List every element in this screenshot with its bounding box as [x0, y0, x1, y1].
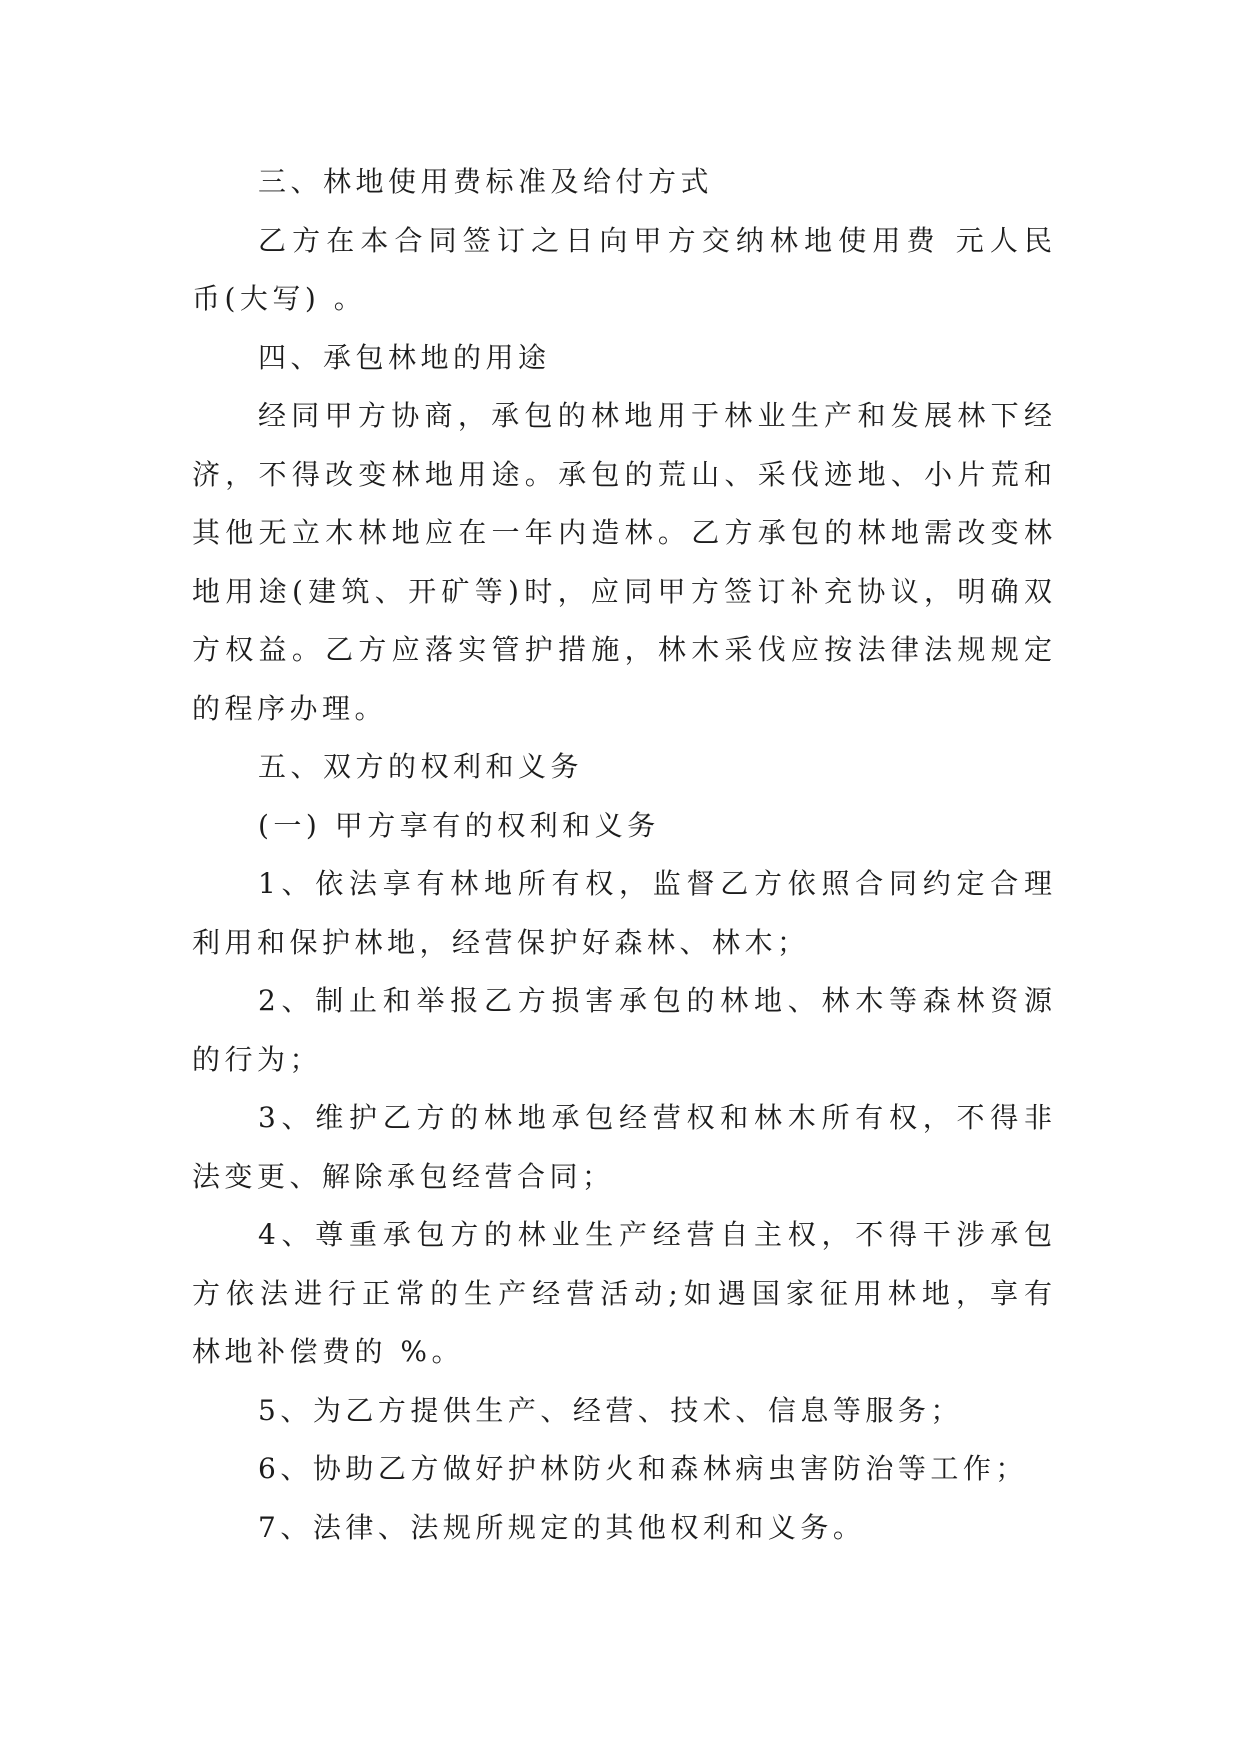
text-line: 的程序办理。	[192, 691, 388, 725]
text-line: 乙方在本合同签订之日向甲方交纳林地使用费 元人民	[258, 223, 1057, 257]
text-line: 经同甲方协商，承包的林地用于林业生产和发展林下经	[258, 399, 1057, 432]
text-line: 5、为乙方提供生产、经营、技术、信息等服务；	[258, 1393, 963, 1427]
text-line: 3、维护乙方的林地承包经营权和林木所有权，不得非	[258, 1101, 1057, 1134]
text-line: 4、尊重承包方的林业生产经营自主权，不得干涉承包	[258, 1218, 1057, 1251]
clause-item-1	[192, 855, 1057, 972]
clause-item-2	[192, 972, 1057, 1089]
text-line: 地用途(建筑、开矿等)时，应同甲方签订补充协议，明确双	[192, 574, 1057, 608]
text-line: 四、承包林地的用途	[258, 340, 551, 374]
document-page	[192, 153, 1057, 1557]
text-line: 币(大写) 。	[192, 282, 367, 315]
text-line: (一) 甲方享有的权利和义务	[258, 808, 660, 842]
subheading-party-a	[192, 797, 1052, 856]
section-heading-rights	[192, 738, 1052, 797]
text-line: 林地补偿费的 %。	[192, 1335, 465, 1368]
text-line: 的行为；	[192, 1042, 323, 1076]
text-line: 三、林地使用费标准及给付方式	[258, 165, 714, 198]
text-line: 方权益。乙方应落实管护措施，林木采伐应按法律法规规定	[192, 633, 1057, 666]
text-line: 法变更、解除承包经营合同；	[192, 1159, 615, 1193]
text-line: 其他无立木林地应在一年内造林。乙方承包的林地需改变林	[192, 516, 1057, 549]
text-line: 6、协助乙方做好护林防火和森林病虫害防治等工作；	[258, 1452, 1028, 1485]
clause-item-7	[192, 1499, 1052, 1558]
section-heading-land-use	[192, 329, 1052, 388]
text-line: 利用和保护林地，经营保护好森林、林木；	[192, 925, 810, 959]
clause-item-3	[192, 1089, 1057, 1206]
text-line: 1、依法享有林地所有权，监督乙方依照合同约定合理	[258, 867, 1057, 900]
text-line: 五、双方的权利和义务	[258, 750, 584, 783]
clause-item-6	[192, 1440, 1052, 1499]
text-line: 2、制止和举报乙方损害承包的林地、林木等森林资源	[258, 984, 1057, 1017]
paragraph-fee-payment	[192, 212, 1057, 329]
text-line: 7、法律、法规所规定的其他权利和义务。	[258, 1510, 866, 1544]
text-line: 济，不得改变林地用途。承包的荒山、采伐迹地、小片荒和	[192, 457, 1057, 491]
clause-item-4	[192, 1206, 1057, 1382]
text-line: 方依法进行正常的生产经营活动;如遇国家征用林地，享有	[192, 1276, 1057, 1310]
paragraph-land-use	[192, 387, 1057, 738]
clause-item-5	[192, 1382, 1052, 1441]
section-heading-fee	[192, 153, 1052, 212]
